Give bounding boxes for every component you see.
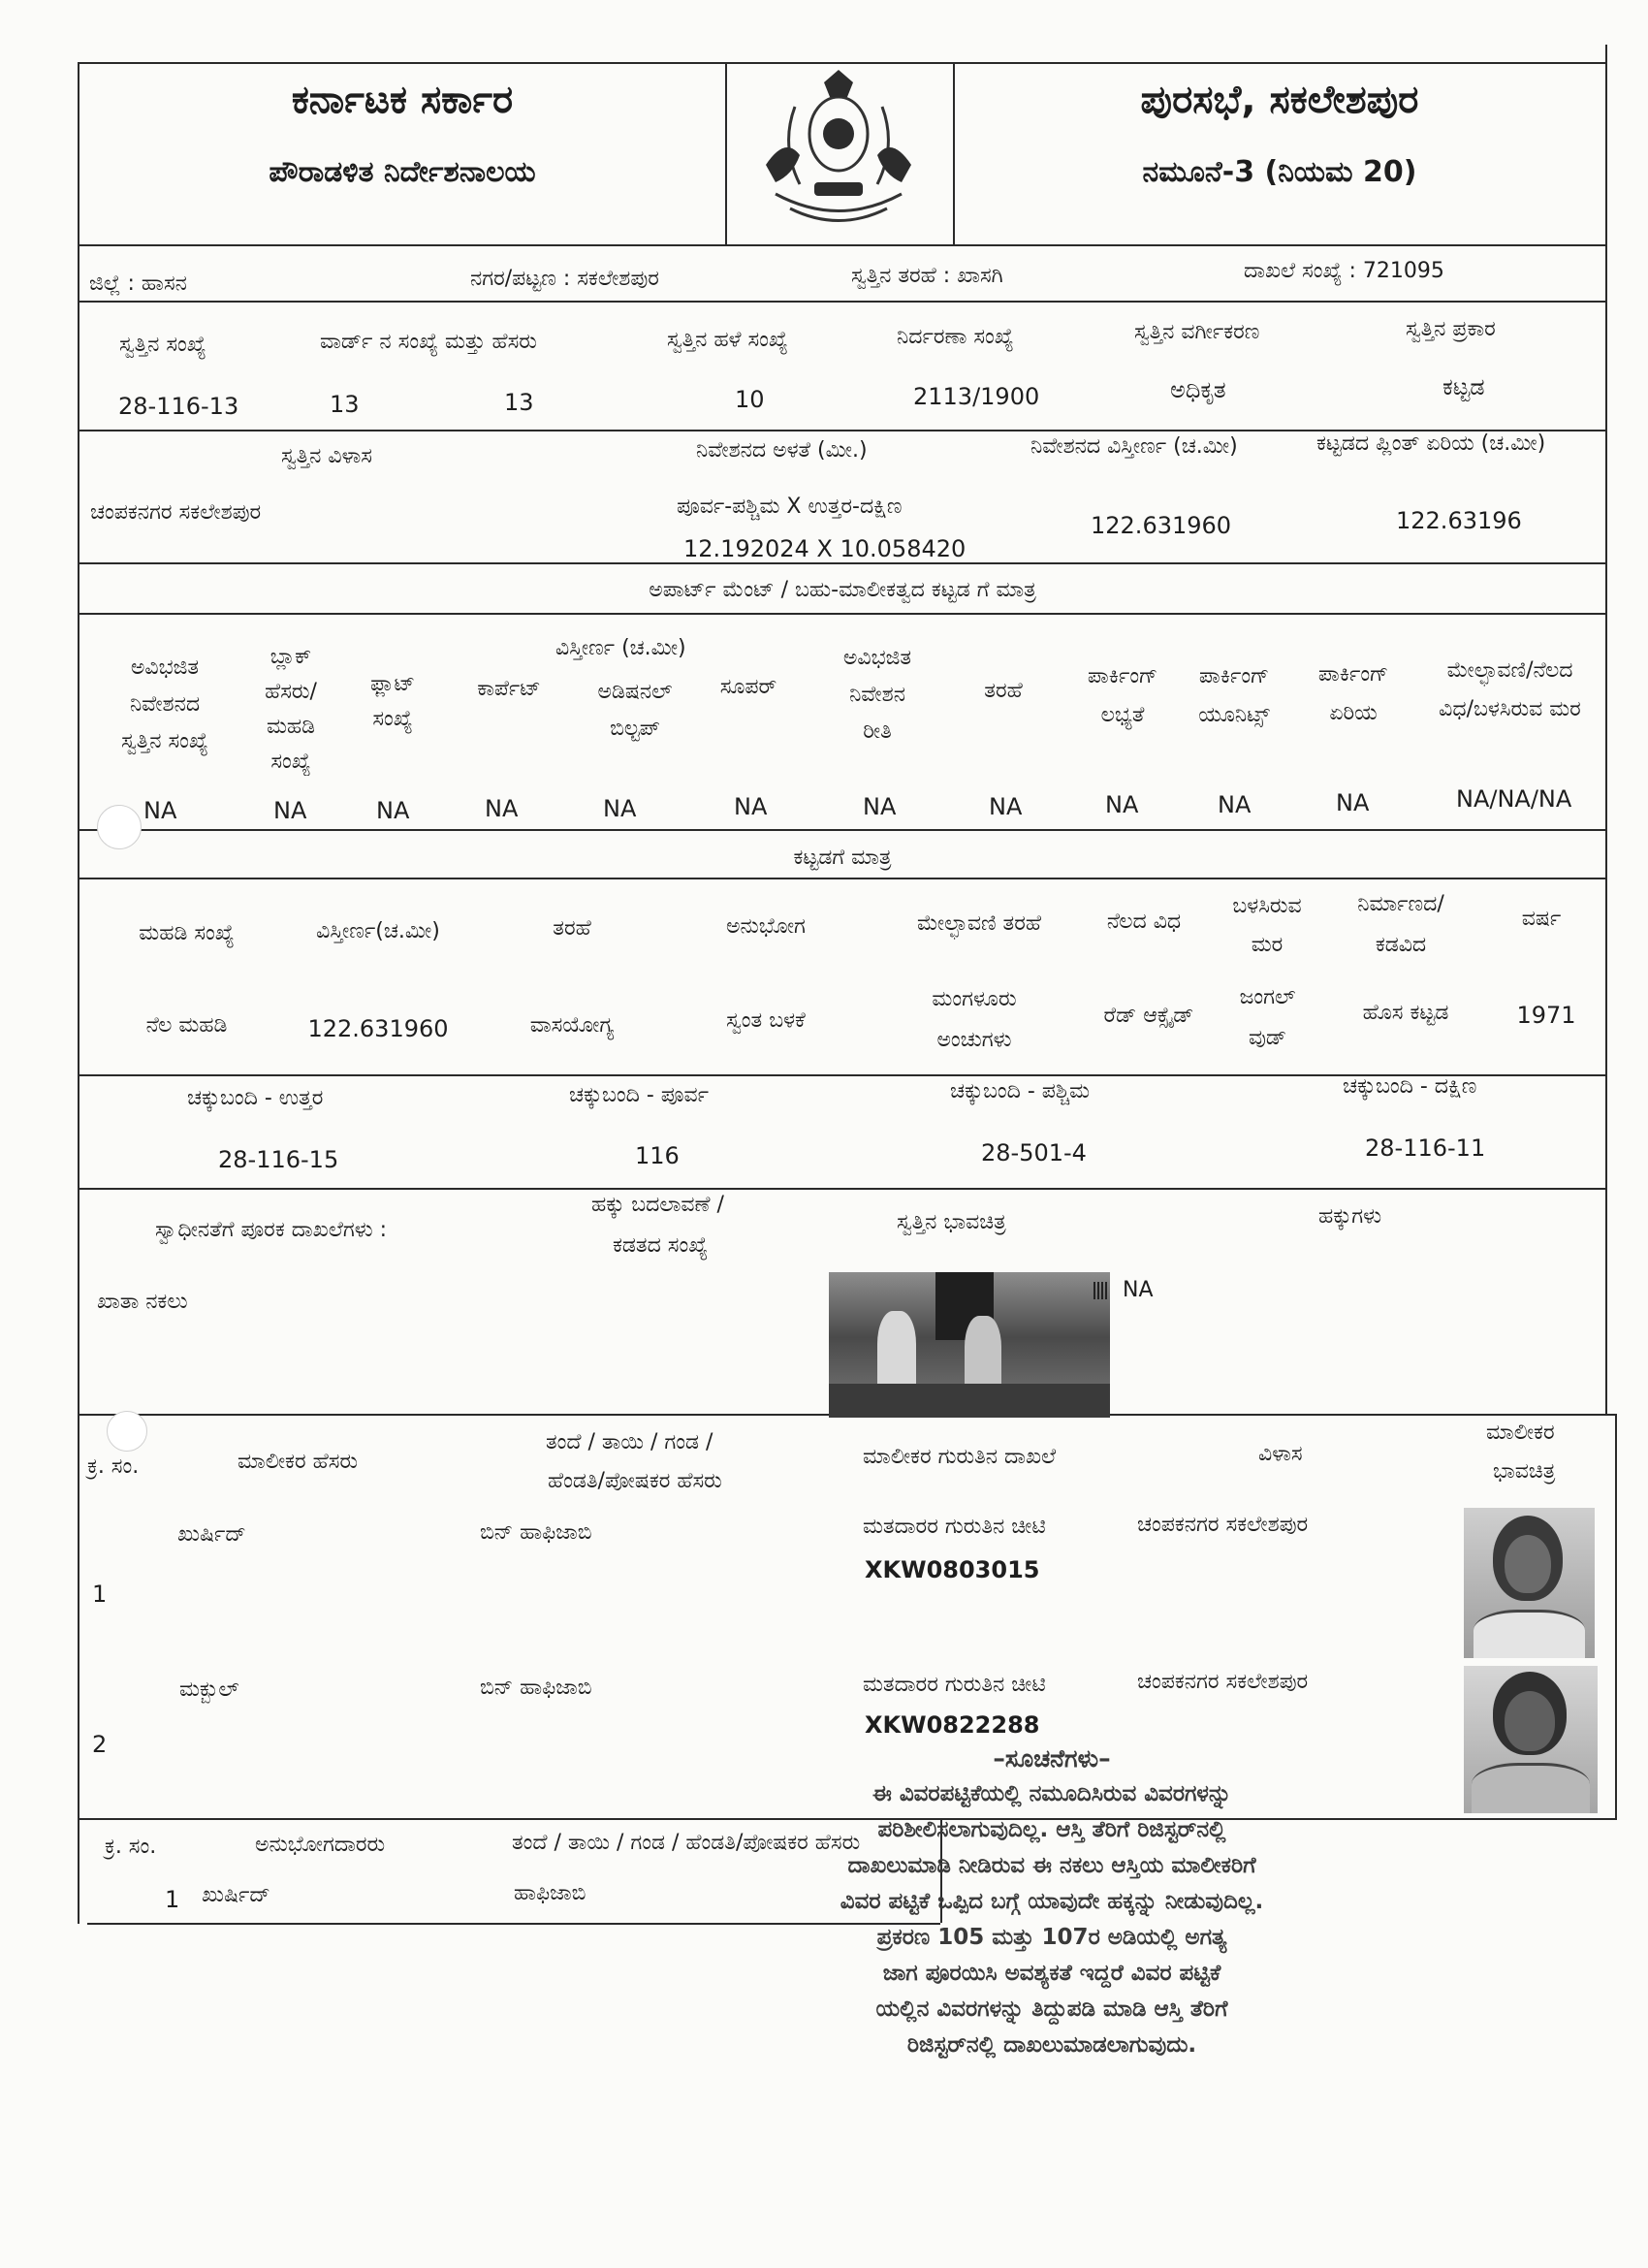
occupant-header-father: ತಂದೆ / ತಾಯಿ / ಗಂಡ / ಹೆಂಡತಿ/ಪೋಷಕರ ಹೆಸರು — [512, 1831, 861, 1855]
owner-header-sl: ಕ್ರ. ಸಂ. — [87, 1454, 140, 1479]
apt-value-super: NA — [734, 793, 768, 820]
owner-header-address: ವಿಳಾಸ — [1258, 1442, 1303, 1466]
bld-value-roof: ಮಂಗಳೂರು ಅಂಚುಗಳು — [932, 987, 1017, 1052]
apt-value-parking-availability: NA — [1105, 791, 1139, 818]
district: ಜಿಲ್ಲೆ : ಹಾಸನ — [89, 272, 187, 296]
rights-label: ಹಕ್ಕುಗಳು — [1318, 1204, 1382, 1229]
header-site-dimensions: ನಿವೇಶನದ ಅಳತೆ (ಮೀ.) — [696, 438, 868, 463]
bld-value-year: 1971 — [1516, 1002, 1576, 1029]
header-right-subtitle: ನಮೂನೆ-3 (ನಿಯಮ 20) — [1142, 155, 1417, 189]
apt-header-parking-area: ಪಾರ್ಕಿಂಗ್ ಏರಿಯ — [1317, 662, 1389, 725]
header-plinth-area: ಕಟ್ಟಡದ ಪ್ಲಿಂತ್ ಏರಿಯ (ಚ.ಮೀ) — [1316, 431, 1546, 456]
boundary-west-label: ಚಕ್ಕುಬಂದಿ - ಪಶ್ಚಿಮ — [950, 1079, 1091, 1103]
boundary-north-label: ಚಕ್ಕುಬಂದಿ - ಉತ್ತರ — [187, 1086, 324, 1110]
assessment-no: 2113/1900 — [913, 383, 1040, 410]
boundary-south: 28-116-11 — [1365, 1134, 1486, 1162]
building-title: ಕಟ್ಟಡಗೆ ಮಾತ್ರ — [793, 846, 892, 870]
header-assessment-no: ನಿರ್ದರಣಾ ಸಂಖ್ಯೆ — [897, 325, 1014, 349]
apt-header-flat-no: ಫ್ಲಾಟ್ ಸಂಖ್ಯೆ — [369, 672, 416, 731]
apt-value-block: NA — [273, 797, 307, 824]
apt-value-undivided-site: NA — [143, 797, 177, 824]
boundary-east: 116 — [635, 1142, 680, 1169]
occupant-1-father: ಹಾಫಿಜಾಬಿ — [514, 1881, 586, 1905]
owner-header-photo-line2: ಭಾವಚಿತ್ರ — [1493, 1459, 1556, 1484]
bld-value-wood: ಜಂಗಲ್ ವುಡ್ — [1239, 985, 1296, 1050]
site-area: 122.631960 — [1091, 512, 1232, 539]
owner-1-address: ಚಂಪಕನಗರ ಸಕಲೇಶಪುರ — [1137, 1513, 1309, 1537]
apt-value-carpet: NA — [485, 795, 519, 822]
owner-header-id: ಮಾಲೀಕರ ಗುರುತಿನ ದಾಖಲೆ — [863, 1445, 1057, 1469]
apt-header-undivided-type: ಅವಿಭಜಿತ ನಿವೇಶನ ರೀತಿ — [842, 646, 912, 744]
property-kind: ಸ್ವತ್ತಿನ ತರಹೆ : ಖಾಸಗಿ — [851, 264, 1003, 288]
punch-hole-top — [97, 805, 142, 849]
bld-header-wood: ಬಳಸಿರುವ ಮರ — [1232, 894, 1302, 957]
occupant-header-name: ಅನುಭೋಗದಾರರು — [255, 1833, 386, 1857]
apt-value-parking-units: NA — [1218, 791, 1252, 818]
apartment-title: ಅಪಾರ್ಟ್ ಮೆಂಟ್ / ಬಹು-ಮಾಲೀಕತ್ವದ ಕಟ್ಟಡ ಗೆ ಮಾತ್ರ — [649, 578, 1036, 602]
header-ward: ವಾರ್ಡ್ ನ ಸಂಖ್ಯೆ ಮತ್ತು ಹೆಸರು — [320, 330, 537, 354]
apt-header-parking-availability: ಪಾರ್ಕಿಂಗ್ ಲಭ್ಯತೆ — [1087, 664, 1158, 727]
owner-2-sl: 2 — [92, 1731, 108, 1758]
apt-header-parking-units: ಪಾರ್ಕಿಂಗ್ ಯೂನಿಟ್ಸ್ — [1198, 664, 1270, 727]
transfer-label-line1: ಹಕ್ಕು ಬದಲಾವಣೆ / — [591, 1193, 724, 1217]
town: ನಗರ/ಪಟ್ಟಣ : ಸಕಲೇಶಪುರ — [470, 267, 659, 291]
header-property-no: ಸ್ವತ್ತಿನ ಸಂಖ್ಯೆ — [119, 333, 206, 357]
boundary-west: 28-501-4 — [981, 1139, 1087, 1166]
owner-header-photo-line1: ಮಾಲೀಕರ — [1486, 1421, 1555, 1445]
apt-header-undivided-site: ಅವಿಭಜಿತ ನಿವೇಶನದ ಸ್ವತ್ತಿನ ಸಂಖ್ಯೆ — [121, 655, 208, 753]
apt-header-block: ಬ್ಲಾಕ್ ಹೆಸರು/ ಮಹಡಿ ಸಂಖ್ಯೆ — [265, 645, 317, 774]
property-type: ಕಟ್ಟಡ — [1442, 373, 1485, 400]
property-photo — [829, 1272, 1110, 1418]
owner-header-father-line2: ಹೆಂಡತಿ/ಪೋಷಕರ ಹೆಸರು — [548, 1469, 722, 1493]
bld-header-usage: ಅನುಭೋಗ — [726, 914, 806, 939]
owner-2-father: ಬಿನ್ ಹಾಫಿಜಾಬಿ — [480, 1676, 592, 1700]
notes-stamp-title: –ಸೂಚನೆಗಳು– — [993, 1744, 1111, 1773]
bld-value-usage: ಸ್ವಂತ ಬಳಕೆ — [726, 1008, 806, 1033]
bld-header-kind: ತರಹೆ — [553, 916, 591, 941]
apt-header-super: ಸೂಪರ್ — [719, 675, 777, 699]
apt-header-roof-floor-wood: ಮೇಲ್ಛಾವಣಿ/ನೆಲದ ವಿಧ/ಬಳಸಿರುವ ಮರ — [1439, 658, 1581, 721]
bld-value-construction: ಹೊಸ ಕಟ್ಟಡ — [1362, 1001, 1449, 1025]
bld-header-roof: ಮೇಲ್ಛಾವಣಿ ತರಹೆ — [917, 911, 1041, 936]
bld-value-kind: ವಾಸಯೋಗ್ಯ — [529, 1013, 615, 1038]
owner-header-name: ಮಾಲೀಕರ ಹೆಸರು — [238, 1450, 359, 1474]
bld-header-floor-type: ನೆಲದ ವಿಧ — [1106, 910, 1182, 934]
occupant-header-sl: ಕ್ರ. ಸಂ. — [105, 1835, 157, 1859]
notes-stamp: –ಸೂಚನೆಗಳು– ಈ ವಿವರಪಟ್ಟಿಕೆಯಲ್ಲಿ ನಮೂದಿಸಿರುವ ವಿವರಗಳನ್ನು ಪರಿಶೀಲಿಸಲಾಗುವುದಿಲ್ಲ. ಆಸ್ತಿ ತೆರಿಗೆ ರಿಜಿಸ್ಟರ್‌ನಲ್ಲಿ ದಾಖಲುಮಾಡಿ ನೀಡಿರುವ ಈ ನಕಲು ಆಸ್ತಿಯ ಮಾಲೀಕರಿಗೆ ವಿವರ ಪಟ್ಟಿಕೆ ಒಪ್ಪಿದ ಬಗ್ಗೆ ಯಾವುದೇ ಹಕ್ಕನ್ನು ನೀಡುವುದಿಲ್ಲ. ಪ್ರಕರಣ 105 ಮತ್ತು 107ರ ಅಡಿಯಲ್ಲಿ ಅಗತ್ಯ ಜಾಗ ಪೂರಯಿಸಿ ಅವಶ್ಯಕತೆ ಇದ್ದರೆ ವಿವರ ಪಟ್ಟಿಕೆ ಯಲ್ಲಿನ ವಿವರಗಳನ್ನು ತಿದ್ದುಪಡಿ ಮಾಡಿ ಆಸ್ತಿ ತೆರಿಗೆ ರಿಜಿಸ್ಟರ್‌ನಲ್ಲಿ ದಾಖಲುಮಾಡಲಾಗುವುದು. — [761, 1741, 1343, 2063]
property-no: 28-116-13 — [118, 393, 239, 420]
owner-1-name: ಖುರ್ಷಿದ್ — [177, 1522, 246, 1547]
owner-1-id-type: ಮತದಾರರ ಗುರುತಿನ ಚೀಟಿ — [863, 1515, 1046, 1539]
transfer-label-line2: ಕಡತದ ಸಂಖ್ಯೆ — [613, 1233, 709, 1258]
owner-1-id-number: XKW0803015 — [865, 1556, 1040, 1583]
header-address: ಸ್ವತ್ತಿನ ವಿಳಾಸ — [281, 444, 372, 468]
apt-value-roof-floor-wood: NA/NA/NA — [1456, 785, 1572, 813]
bld-value-area: 122.631960 — [307, 1015, 449, 1042]
plinth-area: 122.63196 — [1396, 507, 1522, 534]
owner-1-photo — [1464, 1508, 1595, 1658]
header-left-subtitle: ಪೌರಾಡಳಿತ ನಿರ್ದೇಶನಾಲಯ — [269, 155, 536, 189]
state-emblem-icon — [746, 68, 931, 233]
bld-header-construction: ನಿರ್ಮಾಣದ/ ಕಡವಿದ — [1357, 892, 1444, 957]
ward-name: 13 — [504, 389, 534, 416]
apartment-area-group: ವಿಸ್ತೀರ್ಣ (ಚ.ಮೀ) — [555, 636, 686, 660]
boundary-east-label: ಚಕ್ಕುಬಂದಿ - ಪೂರ್ವ — [569, 1083, 710, 1107]
apt-value-additional-builtup: NA — [603, 795, 637, 822]
owner-2-name: ಮಕ್ಬುಲ್ — [179, 1677, 239, 1702]
header-site-area: ನಿವೇಶನದ ವಿಸ್ತೀರ್ಣ (ಚ.ಮೀ) — [1030, 434, 1238, 459]
owner-1-father: ಬಿನ್ ಹಾಫಿಜಾಬಿ — [480, 1520, 592, 1545]
bld-header-floor: ಮಹಡಿ ಸಂಖ್ಯೆ — [139, 921, 235, 945]
boundary-north: 28-116-15 — [218, 1146, 339, 1173]
dimension-label: ಪೂರ್ವ-ಪಶ್ಚಿಮ X ಉತ್ತರ-ದಕ್ಷಿಣ — [677, 495, 903, 519]
boundary-south-label: ಚಕ್ಕುಬಂದಿ - ದಕ್ಷಿಣ — [1343, 1074, 1477, 1099]
possession-docs-label: ಸ್ವಾಧೀನತೆಗೆ ಪೂರಕ ದಾಖಲೆಗಳು : — [155, 1218, 388, 1242]
occupant-1-sl: 1 — [165, 1886, 180, 1913]
old-property-no: 10 — [735, 386, 765, 413]
property-photo-label: ಸ್ವತ್ತಿನ ಭಾವಚಿತ್ರ — [897, 1210, 1006, 1234]
apt-value-undivided-type: NA — [863, 793, 897, 820]
apt-header-additional-builtup: ಅಡಿಷನಲ್ ಬಿಲ್ಟಪ್ — [597, 680, 673, 741]
bld-header-area: ವಿಸ್ತೀರ್ಣ(ಚ.ಮೀ) — [316, 919, 440, 943]
bld-value-floor-type: ರೆಡ್ ಆಕ್ಸೈಡ್ — [1103, 1004, 1194, 1028]
owner-1-sl: 1 — [92, 1581, 108, 1608]
owner-2-id-number: XKW0822288 — [865, 1711, 1040, 1739]
header-old-no: ಸ್ವತ್ತಿನ ಹಳೆ ಸಂಖ್ಯೆ — [667, 328, 788, 352]
ward-no: 13 — [330, 391, 360, 418]
punch-hole-bottom — [107, 1411, 147, 1452]
header-left-title: ಕರ್ನಾಟಕ ಸರ್ಕಾರ — [291, 78, 514, 122]
owner-2-id-type: ಮತದಾರರ ಗುರುತಿನ ಚೀಟಿ — [863, 1673, 1046, 1697]
khata-copy-label: ಖಾತಾ ನಕಲು — [97, 1290, 188, 1314]
apt-value-flat-no: NA — [376, 797, 410, 824]
barcode-mark-icon — [1093, 1282, 1107, 1299]
apt-header-kind: ತರಹೆ — [984, 679, 1023, 703]
header-property-type: ಸ್ವತ್ತಿನ ಪ್ರಕಾರ — [1406, 317, 1496, 341]
rights-value: NA — [1123, 1278, 1154, 1302]
apt-value-kind: NA — [989, 793, 1023, 820]
bld-value-floor: ನೆಲ ಮಹಡಿ — [145, 1013, 228, 1038]
occupant-1-name: ಖುರ್ಷಿದ್ — [202, 1883, 270, 1907]
dimension-value: 12.192024 X 10.058420 — [683, 535, 967, 562]
owner-2-address: ಚಂಪಕನಗರ ಸಕಲೇಶಪುರ — [1137, 1670, 1309, 1694]
record-number: ದಾಖಲೆ ಸಂಖ್ಯೆ : 721095 — [1244, 259, 1444, 283]
apt-value-parking-area: NA — [1336, 789, 1370, 816]
owner-header-father-line1: ತಂದೆ / ತಾಯಿ / ಗಂಡ / — [546, 1430, 713, 1454]
bld-header-year: ವರ್ಷ — [1521, 907, 1562, 931]
header-classification: ಸ್ವತ್ತಿನ ವರ್ಗೀಕರಣ — [1134, 320, 1260, 344]
owner-2-photo — [1464, 1666, 1598, 1813]
header-right-title: ಪುರಸಭೆ, ಸಕಲೇಶಪುರ — [1140, 78, 1419, 122]
apt-header-carpet: ಕಾರ್ಪೆಟ್ — [477, 677, 541, 701]
property-address: ಚಂಪಕನಗರ ಸಕಲೇಶಪುರ — [90, 500, 262, 525]
classification: ಅಧಿಕೃತ — [1170, 376, 1226, 403]
